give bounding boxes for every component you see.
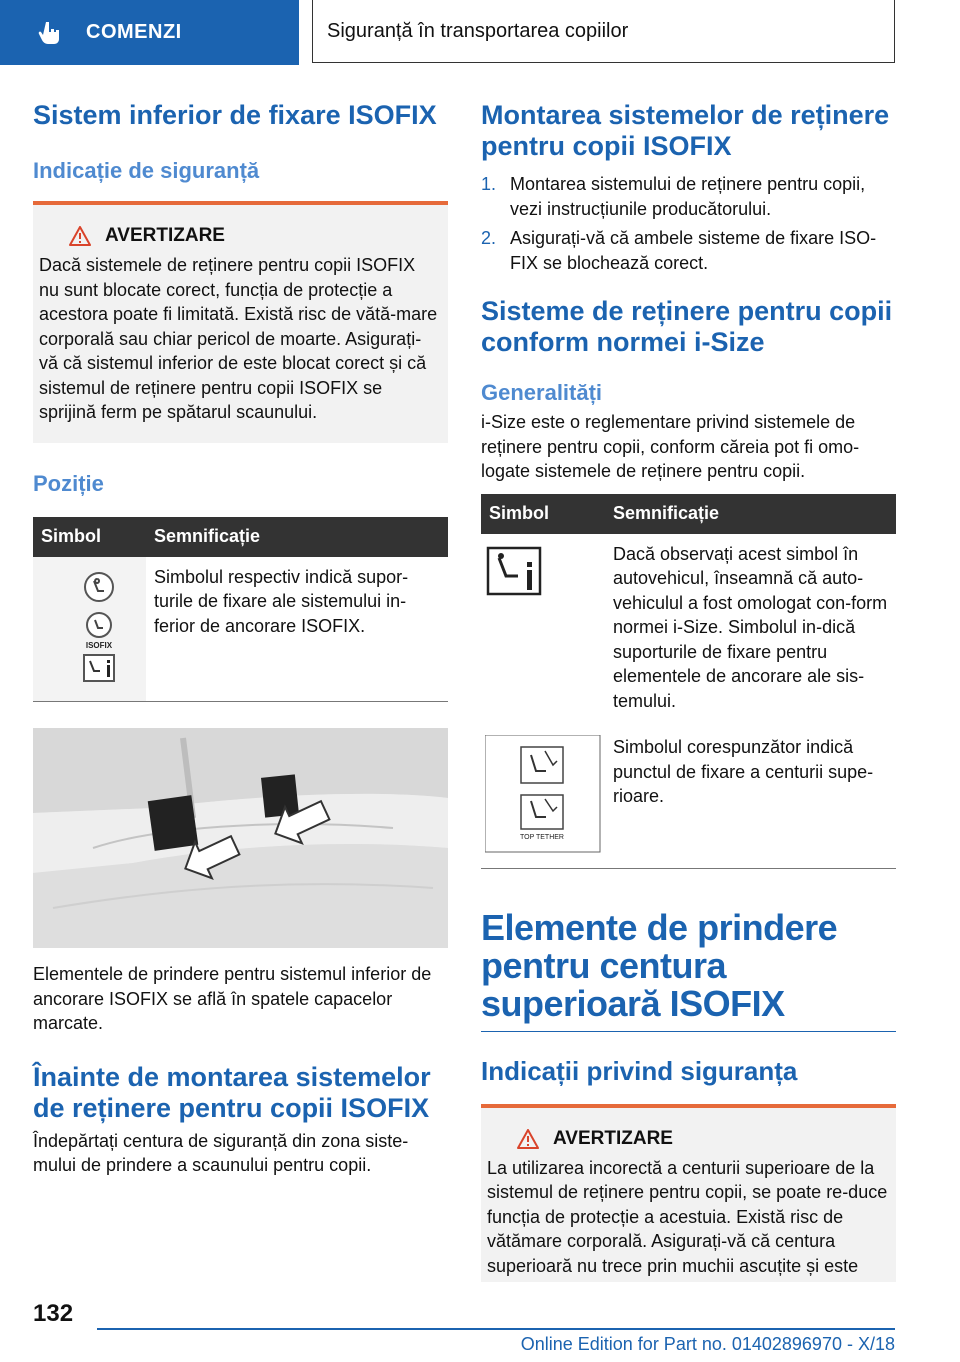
paragraph: Îndepărtați centura de siguranță din zona siste-mului de prindere a scaunului pentru copii. xyxy=(33,1130,409,1175)
isofix-symbols-icon xyxy=(37,565,137,687)
top-tether-symbols-icon xyxy=(485,735,601,853)
chapter-tab[interactable] xyxy=(0,0,299,65)
subsection-title: Poziție xyxy=(33,470,104,496)
symbol-table xyxy=(481,494,896,869)
warning-icon xyxy=(517,1129,539,1149)
list-item: 1. Montarea sistemului de reținere pentru copii, vezi instrucțiunile producătorului. xyxy=(481,174,866,219)
subsection-title: Indicații privind siguranța xyxy=(481,1055,798,1086)
paragraph: i-Size este o reglementare privind sistemele de reținere pentru copii, conform căreia pot fi omo-logate sistemele de reținere pentru copii. xyxy=(481,412,860,481)
hand-pointer-icon xyxy=(38,20,64,46)
table-row xyxy=(481,727,896,868)
page-number: 132 xyxy=(33,1300,74,1327)
photo-caption: Elementele de prindere pentru sistemul inferior de ancorare ISOFIX se află în spatele capacelor marcate. xyxy=(33,964,432,1033)
table-header-meaning: Semnificație xyxy=(146,517,448,557)
top-tether-text: TOP TETHER xyxy=(520,834,564,841)
footer-divider xyxy=(97,1328,895,1330)
table-header-meaning: Semnificație xyxy=(605,494,896,534)
section-title: Sisteme de reținere pentru copii conform normei i-Size xyxy=(481,296,893,357)
warning-title: AVERTIZARE xyxy=(553,1127,673,1149)
isize-symbol-icon xyxy=(485,542,545,602)
symbol-table xyxy=(33,517,448,703)
warning-title: AVERTIZARE xyxy=(105,225,225,246)
chapter-title: Elemente de prindere pentru centura superioară ISOFIX xyxy=(481,906,838,1024)
table-header-symbol: Simbol xyxy=(33,517,146,557)
table-cell-meaning: Dacă observați acest simbol în autovehicul, înseamnă că auto-vehiculul a fost omologat con-form normei i-Size. Simbolul in-dică suporturile de fixare pentru elementele de ancorare ale sis-temului. xyxy=(613,543,888,711)
subsection-title: Indicație de siguranță xyxy=(33,158,260,183)
warning-icon xyxy=(69,226,91,246)
isofix-text: ISOFIX xyxy=(85,640,113,650)
section-title: Sistem inferior de fixare ISOFIX xyxy=(33,100,437,130)
warning-box xyxy=(33,201,448,443)
table-row xyxy=(481,534,896,728)
section-title: Înainte de montarea sistemelor de reținere pentru copii ISOFIX xyxy=(33,1061,431,1123)
warning-box xyxy=(481,1104,896,1283)
chapter-tab-label: COMENZI xyxy=(86,21,182,43)
steps-list xyxy=(481,172,896,275)
warning-text: La utilizarea incorectă a centurii superioare de la sistemul de reținere pentru copii, se poate re-duce funcția de protecție a acestuia. Există risc de vătămare corporală. Asigurați-vă că centura superioară nu trece prin muchii ascuțite și este xyxy=(487,1157,888,1276)
edition-note: Online Edition for Part no. 01402896970 - X/18 xyxy=(520,1334,895,1354)
table-cell-meaning: Simbolul corespunzător indică punctul de fixare a centurii supe-rioare. xyxy=(605,727,896,868)
breadcrumb: Siguranță în transportarea copiilor xyxy=(312,0,895,63)
subsection-title: Generalități xyxy=(481,380,603,405)
warning-text: Dacă sistemele de reținere pentru copii ISOFIX nu sunt blocate corect, funcția de protecție a acestora poate fi limitată. Există risc de vătă-mare corporală sau chiar pericol de moarte. Asigurați-vă că sistemul inferior de este blocat corect și că sistemul de reținere pentru copii ISOFIX se sprijină ferm pe spătarul scaunului. xyxy=(39,255,438,422)
seat-photo xyxy=(33,728,448,948)
list-item: 2. Asigurați-vă că ambele sisteme de fixare ISO-FIX se blochează corect. xyxy=(481,228,877,273)
table-header-symbol: Simbol xyxy=(481,494,605,534)
table-row xyxy=(33,557,448,702)
table-cell-meaning: Simbolul respectiv indică supor-turile de fixare ale sistemului in-ferior de ancorare ISOFIX. xyxy=(146,557,448,702)
right-column xyxy=(481,100,896,1282)
left-column xyxy=(33,100,448,1178)
section-title: Montarea sistemelor de reținere pentru copii ISOFIX xyxy=(481,100,890,161)
